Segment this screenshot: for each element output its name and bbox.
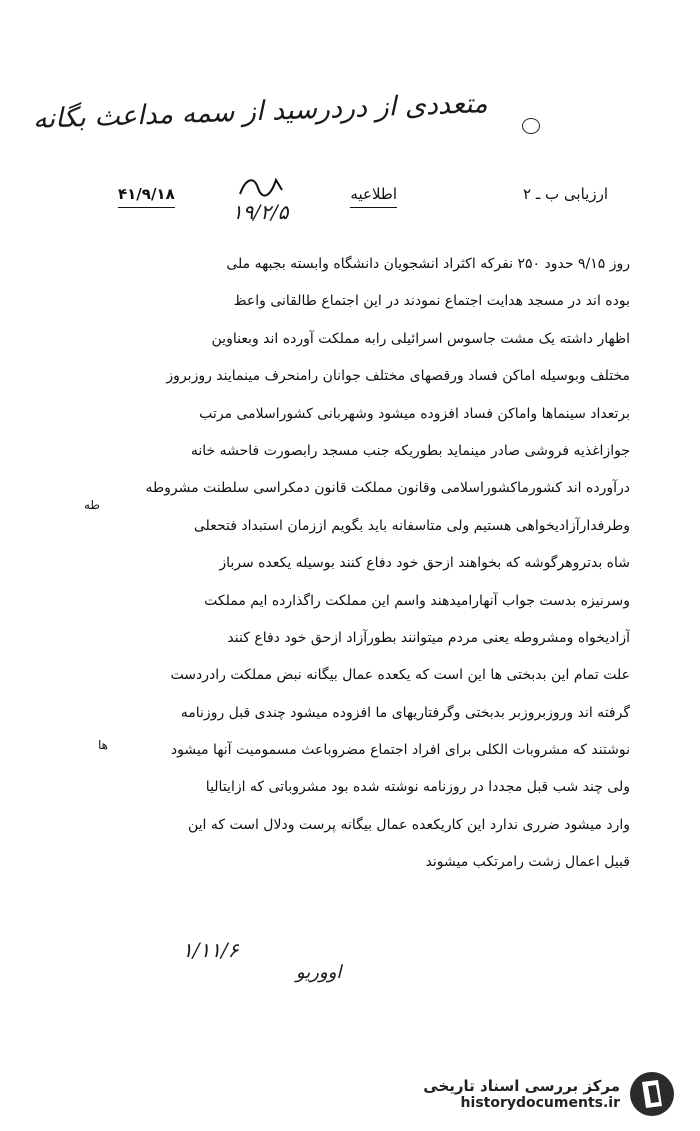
body-line: وطرفدارآزادیخواهی هستیم ولی متاسفانه باید بگویم اززمان استبداد فتحعلی [193, 517, 630, 534]
body-line: گرفته اند وروزبروزبر بدبختی وگرفتاریهای ما افزوده میشود چندی قبل روزنامه [180, 704, 630, 721]
body-line: اظهار داشته یک مشت جاسوس اسرائیلی رابه مملکت آورده اند وبعناوین [211, 330, 630, 347]
superscript-note: طه [84, 498, 100, 512]
body-line: قبیل اعمال زشت رامرتکب میشوند [425, 854, 630, 871]
body-line: شاه بدتروهرگوشه که بخواهند ازحق خود دفاع کنند بوسیله یکعده سرباز [219, 555, 630, 572]
handwritten-title: متعددی از دردرسید از سمه مداعث بگانه [32, 88, 489, 135]
watermark [423, 1068, 676, 1120]
body-line: علت تمام این بدبختی ها این است که یکعده عمال بیگانه نبض مملکت رادردست [170, 667, 630, 684]
watermark-title: مرکز بررسی اسناد تاریخی [423, 1077, 620, 1095]
body-line: درآورده اند کشورماکشوراسلامی وقانون مملکت قانون دمکراسی سلطنت مشروطه [145, 480, 630, 497]
body-line: بوده اند در مسجد هدایت اجتماع نمودند در این اجتماع طالقانی واعظ [233, 293, 630, 310]
body-line: وارد میشود ضرری ندارد این کاریکعده عمال بیگانه پرست ودلال است که این [187, 816, 630, 833]
body-line: نوشتند که مشروبات الکلی برای افراد اجتماع مضروباعث مسمومیت آنها میشود [170, 742, 630, 759]
body-line: جوازاغذیه فروشی صادر مینماید بطوریکه جنب مسجد رابصورت فاحشه خانه [190, 442, 630, 459]
superscript-note: ها [98, 738, 108, 752]
evaluation-label: ارزیابی ب ـ ۲ [523, 185, 608, 203]
circle-mark [522, 118, 540, 134]
body-line: ولی چند شب قبل مجددا در روزنامه نوشته شده بود مشروباتی که ازایتالیا [205, 779, 630, 796]
notice-title: اطلاعیه [350, 185, 397, 208]
handwritten-note: اووریو [296, 962, 342, 983]
signature-scribble [236, 172, 286, 202]
body-line: آزادیخواه ومشروطه یعنی مردم میتوانند بطورآزاد ازحق خود دفاع کنند [227, 629, 630, 646]
body-line: برتعداد سینماها واماکن فساد افزوده میشود وشهربانی کشوراسلامی مرتب [199, 405, 630, 422]
document-body [70, 246, 630, 882]
body-line: روز ۹/۱۵ حدود ۲۵۰ نفرکه اکثراد انشجویان دانشگاه وابسته بجبهه ملی [226, 256, 630, 272]
body-line: وسرنیزه بدست جواب آنهارامیدهند واسم این مملکت راگذارده ایم مملکت [204, 592, 630, 609]
document-date: ۴۱/۹/۱۸ [118, 185, 175, 208]
watermark-url: historydocuments.ir [460, 1095, 620, 1111]
handwritten-date: ۱/۱۱/۶ [182, 938, 239, 962]
body-line: مختلف وبوسیله اماکن فساد ورقصهای مختلف جوانان رامنحرف مینمایند روزبروز [166, 368, 630, 385]
archive-logo-icon [628, 1070, 676, 1118]
handwritten-code: ۱۹/۲/۵ [232, 200, 289, 224]
